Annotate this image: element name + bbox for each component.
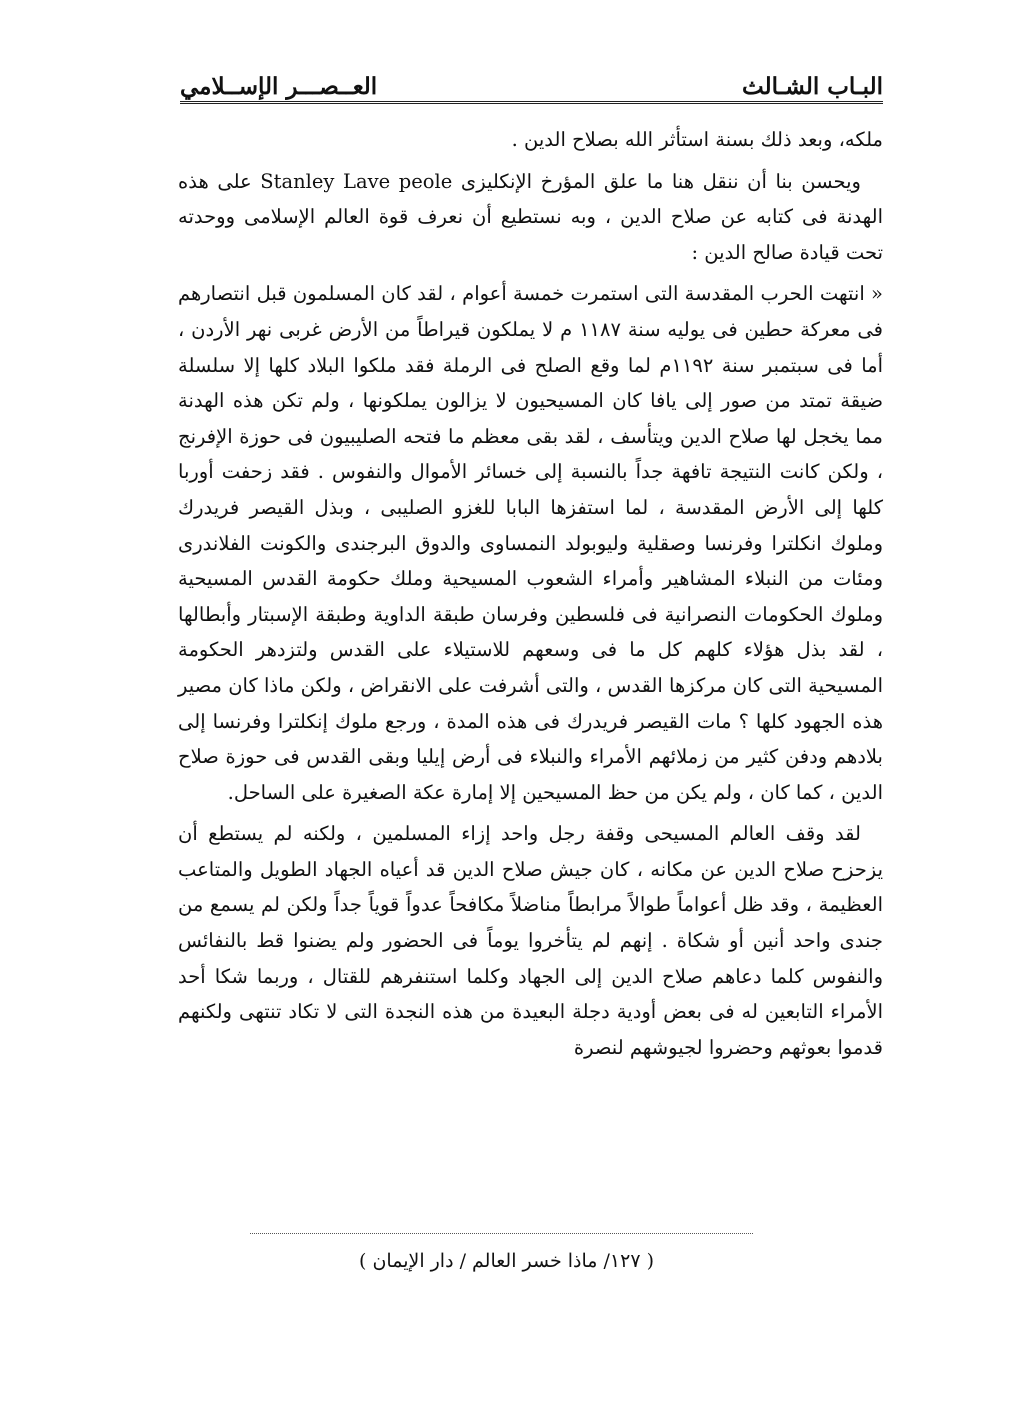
header-divider: [180, 101, 883, 104]
paragraph-1: ملكه، وبعد ذلك بسنة استأثر الله بصلاح الدين .: [511, 128, 883, 151]
paragraph-4: لقد وقف العالم المسيحى وقفة رجل واحد إزاء المسلمين ، ولكنه لم يستطع أن يزحزح صلاح الدين عن مكانه ، كان جيش صلاح الدين قد أعياه الجهاد الطويل والمتاعب العظيمة ، وقد ظل أعواماً طوالاً مرابطاً مناضلاً مكافحاً عدواً قوياً جداً ولكن لم يسمع من جندى واحد أنين أو شكاة . إنهم لم يتأخروا يوماً فى الحضور ولم يضنوا قط بالنفائس والنفوس كلما دعاهم صلاح الدين إلى الجهاد وكلما استنفرهم للقتال ، وربما شكا أحد الأمراء التابعين له فى بعض أودية دجلة البعيدة من هذه النجدة التى لا تكاد تنتهى ولكنهم قدموا بعوثهم وحضروا لجيوشهم لنصرة: [178, 822, 883, 1059]
running-header: [180, 62, 883, 100]
section-title: العــصـــر الإســلامي: [180, 73, 378, 100]
paragraph-2: ويحسن بنا أن ننقل هنا ما علق المؤرخ الإنكليزى Stanley Lave peole على هذه الهدنة فى كتابه عن صلاح الدين ، وبه نستطيع أن نعرف قوة العالم الإسلامى ووحدته تحت قيادة صالح الدين :: [178, 169, 883, 264]
body-text: [178, 122, 883, 1071]
page-footer: ( ١٢٧/ ماذا خسر العالم / دار الإيمان ): [359, 1250, 654, 1272]
footer-divider: [250, 1233, 753, 1234]
chapter-title: البـاب الشـالث: [742, 73, 883, 100]
paragraph-3-quote: « انتهت الحرب المقدسة التى استمرت خمسة أعوام ، لقد كان المسلمون قبل انتصارهم فى معركة حطين فى يوليه سنة ١١٨٧ م لا يملكون قيراطاً من الأرض غربى نهر الأردن ، أما فى سبتمبر سنة ١١٩٢م لما وقع الصلح فى الرملة فقد ملكوا البلاد كلها إلا سلسلة ضيقة تمتد من صور إلى يافا كان المسيحيون لا يزالون يملكونها ، ولم تكن هذه الهدنة مما يخجل لها صلاح الدين ويتأسف ، لقد بقى معظم ما فتحه الصليبيون فى حوزة الإفرنج ، ولكن كانت النتيجة تافهة جداً بالنسبة إلى خسائر الأموال والنفوس . فقد زحفت أوربا كلها إلى الأرض المقدسة ، لما استفزها البابا للغزو الصليبى ، وبذل القيصر فريدرك وملوك انكلترا وفرنسا وصقلية وليوبولد النمساوى والدوق البرجندى والكونت الفلاندرى ومئات من النبلاء المشاهير وأمراء الشعوب المسيحية وملك حكومة القدس المسيحية وملوك الحكومات النصرانية فى فلسطين وفرسان طبقة الداوية وطبقة الإسبتار وأبطالها ، لقد بذل هؤلاء كلهم كل ما فى وسعهم للاستيلاء على القدس ولتزدهر الحكومة المسيحية التى كان مركزها القدس ، والتى أشرفت على الانقراض ، ولكن ماذا كان مصير هذه الجهود كلها ؟ مات القيصر فريدرك فى هذه المدة ، ورجع ملوك إنكلترا وفرنسا إلى بلادهم ودفن كثير من زملائهم الأمراء والنبلاء فى أرض إيليا وبقى القدس فى حوزة صلاح الدين ، كما كان ، ولم يكن من حظ المسيحين إلا إمارة عكة الصغيرة على الساحل.: [178, 282, 884, 804]
